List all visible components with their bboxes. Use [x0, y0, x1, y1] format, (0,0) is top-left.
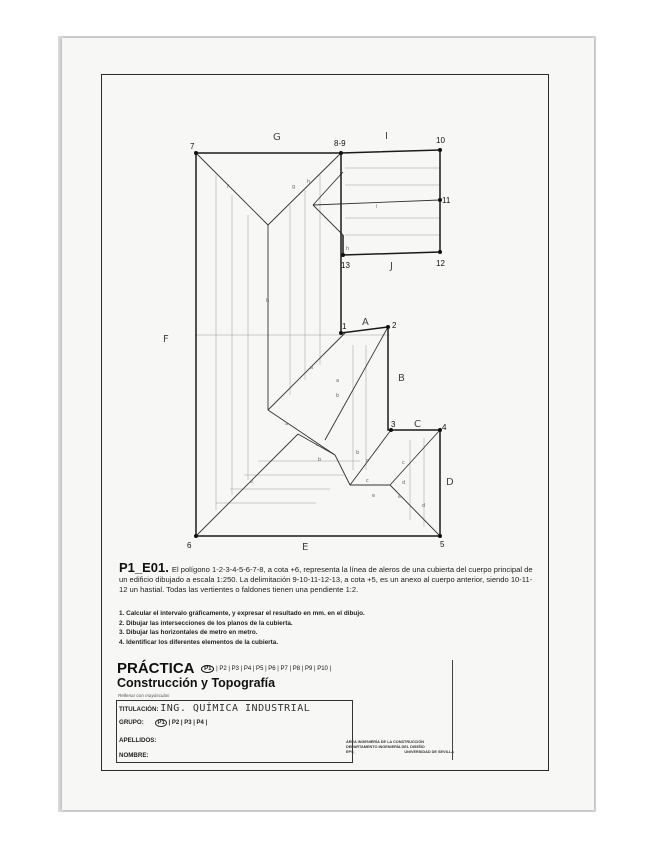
annot-small-letter: g — [292, 184, 296, 190]
side-label-f: F — [163, 334, 169, 345]
annot-small-letter: i — [376, 204, 378, 210]
vertex-label-8-9: 8-9 — [334, 139, 346, 148]
grupo-selected: P1 — [157, 720, 165, 726]
annot-small-letter: b — [318, 457, 322, 463]
side-label-e: E — [302, 542, 309, 553]
side-label-a: A — [362, 317, 369, 328]
side-label-b: B — [398, 373, 405, 384]
side-label-g: G — [273, 132, 281, 143]
annot-small-letter: f — [227, 184, 229, 190]
titulacion-label: TITULACIÓN: — [119, 706, 159, 713]
task-list — [119, 609, 449, 647]
task-item: 4. Identificar los diferentes elementos de la cubierta. — [119, 638, 279, 646]
vertex-label-12: 12 — [436, 259, 445, 268]
side-label-j: J — [390, 261, 393, 272]
practice-list: | P2 | P3 | P4 | P5 | P6 | P7 | P8 | P9 | P10 | — [216, 666, 332, 673]
eaves-outline — [196, 150, 440, 536]
annot-small-letter: d — [402, 480, 406, 486]
annot-small-letter: a — [336, 378, 340, 384]
grupo-options-list: | P2 | P3 | P4 | — [168, 720, 208, 726]
practice-selector — [201, 666, 331, 672]
nombre-label: NOMBRE: — [119, 752, 149, 759]
annot-small-letter: a — [310, 365, 314, 371]
nombre-field — [119, 752, 149, 759]
annot-small-letter: c — [402, 460, 405, 466]
side-label-c: C — [414, 419, 421, 430]
grupo-label: GRUPO: — [119, 719, 144, 726]
exercise-code: P1_E01. — [119, 560, 169, 575]
annot-small-letter: d — [422, 503, 426, 509]
vertex-label-5: 5 — [440, 540, 445, 549]
vertex-label-4: 4 — [442, 423, 447, 432]
exercise-text: El polígono 1-2-3-4-5-6-7-8, a cota +6, representa la línea de aleros de una cubierta del cuerpo principal de un edificio dibujado a escala 1:250. La delimitación 9-10-11-12-13, a cota +5, es un anexo al cuerpo anterior, siendo 10-11-12 un hastial. Todas las vertientes o faldones tienen una pendiente 1:2. — [119, 565, 533, 594]
annot-small-letter: e — [250, 479, 254, 485]
task-item: 3. Dibujar las horizontales de metro en metro. — [119, 629, 258, 637]
vertex-label-3: 3 — [391, 420, 396, 429]
exercise-statement — [119, 560, 539, 595]
annot-small-letter: b — [316, 442, 320, 448]
vertex-label-1: 1 — [342, 322, 347, 331]
task-item: 1. Calcular el intervalo gráficamente, y expresar el resultado en mm. en el dibujo. — [119, 610, 365, 617]
vertex-label-6: 6 — [187, 541, 192, 550]
side-label-d: D — [446, 477, 454, 488]
fill-note: Rellenar con mayúsculas — [118, 693, 170, 698]
annot-small-letter: e — [372, 493, 376, 499]
side-label-i: I — [385, 131, 388, 142]
practica-label: PRÁCTICA — [117, 660, 194, 677]
annot-small-letter: a — [285, 421, 289, 427]
roof-intersections — [196, 153, 440, 536]
annot-small-letter: h — [346, 246, 350, 252]
titulacion-value: ING. QUÍMICA INDUSTRIAL — [160, 703, 311, 714]
annot-small-letter: e — [398, 494, 402, 500]
annot-small-letter: b — [356, 450, 360, 456]
annot-small-letter: b — [336, 393, 340, 399]
annot-small-letter: h — [307, 179, 311, 185]
grupo-options — [155, 720, 207, 726]
selected-practice: P1 — [201, 665, 214, 673]
contour-lines — [195, 168, 440, 527]
dept-line-2: DEPARTAMENTO INGENIERÍA DEL DISEÑO — [346, 745, 425, 749]
vertex-label-7: 7 — [190, 142, 195, 151]
vertex-label-10: 10 — [436, 136, 445, 145]
vertex-label-13: 13 — [341, 261, 350, 270]
vertex-label-2: 2 — [392, 321, 397, 330]
dept-line-3-left: EPS_ — [346, 750, 356, 754]
task-item: 2. Dibujar las intersecciones de los planos de la cubierta. — [119, 619, 293, 627]
annot-small-letter: h — [266, 298, 270, 304]
dept-line-1: ÁREA INGENIERÍA DE LA CONSTRUCCIÓN — [346, 740, 425, 744]
vertex-label-11: 11 — [442, 196, 451, 205]
titulacion-field — [119, 703, 310, 714]
grupo-field — [119, 719, 207, 727]
annot-small-letter: c — [366, 478, 369, 484]
practica-header — [117, 660, 331, 677]
apellidos-field — [119, 737, 156, 744]
apellidos-label: APELLIDOS: — [119, 737, 157, 744]
annot-small-letter: c — [366, 458, 369, 464]
department-block — [346, 740, 454, 755]
dept-line-3-right: UNIVERSIDAD DE SEVILLA — [404, 750, 454, 754]
course-subtitle: Construcción y Topografía — [117, 676, 276, 690]
